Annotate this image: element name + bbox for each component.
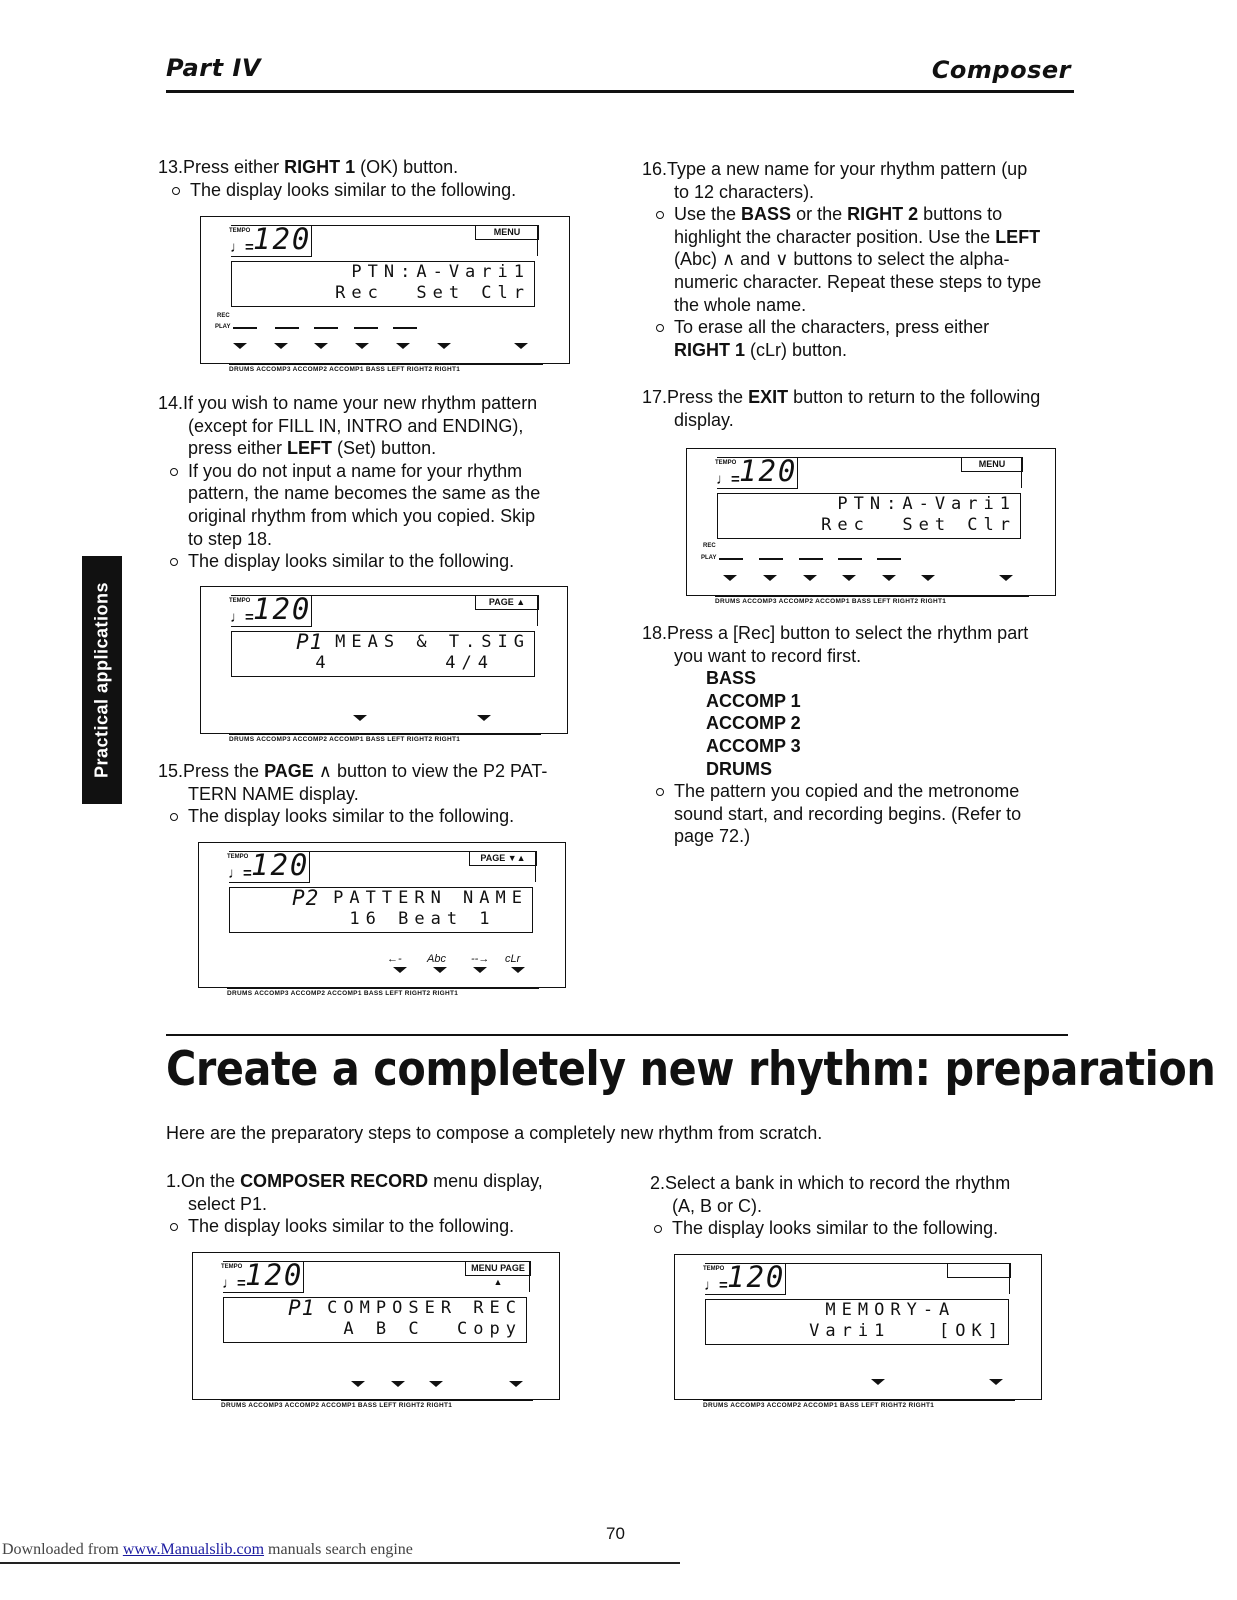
step-18	[642, 622, 1074, 848]
lcd-display-14	[200, 586, 568, 743]
step-15	[158, 760, 594, 828]
tempo-value: 120	[727, 1260, 786, 1294]
bullet-text: to step 18.	[188, 528, 273, 549]
button-labels: DRUMS ACCOMP3 ACCOMP2 ACCOMP1 BASS LEFT RIGHT2 RIGHT1	[227, 988, 539, 997]
page-number: 70	[606, 1524, 625, 1543]
step-bold: RIGHT 1	[284, 157, 356, 177]
section-title: Create a completely new rhythm: preparation	[166, 1042, 1216, 1097]
step-number: 18.	[642, 623, 668, 643]
bullet-text: Use the	[674, 204, 742, 225]
bullet-text: page 72.)	[674, 826, 751, 847]
arrow-down-icon	[353, 715, 367, 721]
step-text: (Set) button.	[332, 438, 437, 459]
bullet-text: numeric character. Repeat these steps to type	[674, 271, 1042, 292]
tempo-value: 120	[251, 848, 310, 882]
button-labels: DRUMS ACCOMP3 ACCOMP2 ACCOMP1 BASS LEFT RIGHT2 RIGHT1	[715, 596, 1029, 605]
arrow-down-icon	[999, 575, 1013, 581]
bullet-text: the whole name.	[674, 294, 807, 315]
step-text: press either	[188, 438, 288, 459]
lcd-display-17	[686, 448, 1056, 605]
arrow-down-icon	[514, 343, 528, 349]
main-text-box	[231, 261, 535, 307]
arrow-down-icon	[314, 343, 328, 349]
step-14	[158, 392, 594, 573]
part-item: DRUMS	[706, 758, 772, 779]
tempo-label: TEMPO	[221, 1264, 243, 1270]
menu-indicator: MENU	[475, 225, 539, 240]
tempo-box	[715, 454, 798, 489]
tempo-value: 120	[253, 592, 312, 626]
tempo-box	[703, 1260, 786, 1295]
main-text-box	[223, 1297, 527, 1343]
main-text-box	[229, 887, 533, 933]
tempo-box	[229, 592, 312, 627]
lcd-display-13	[200, 216, 570, 373]
arrow-down-icon	[763, 575, 777, 581]
step-text: display.	[674, 409, 734, 430]
soft-key-label: ←-	[387, 953, 402, 965]
step-text: Press either	[183, 157, 285, 177]
step-text: ∧ button to view the P2 PAT-	[313, 761, 548, 781]
bullet: The display looks similar to the following.	[166, 1215, 596, 1238]
step-text: Select a bank in which to record the rhythm	[665, 1173, 1011, 1193]
button-labels: DRUMS ACCOMP3 ACCOMP2 ACCOMP1 BASS LEFT RIGHT2 RIGHT1	[221, 1400, 533, 1409]
button-labels: DRUMS ACCOMP3 ACCOMP2 ACCOMP1 BASS LEFT RIGHT2 RIGHT1	[229, 364, 543, 373]
rec-label: REC	[217, 313, 230, 319]
tempo-box	[221, 1258, 304, 1293]
quarter-note-icon: ♩=	[222, 1275, 246, 1292]
part-item: ACCOMP 2	[706, 713, 801, 734]
arrow-down-icon	[509, 1381, 523, 1387]
step-16	[642, 158, 1074, 361]
part-dash	[799, 558, 823, 560]
quarter-note-icon: ♩=	[230, 609, 254, 626]
step-text: (A, B or C).	[672, 1195, 763, 1216]
display-line-2: A B C Copy	[343, 1319, 522, 1339]
display-line-1: PATTERN NAME	[333, 888, 528, 908]
bullet: The display looks similar to the following.	[168, 179, 588, 202]
part-dash	[759, 558, 783, 560]
rec-label: REC	[703, 543, 716, 549]
quarter-note-icon: ♩=	[704, 1277, 728, 1294]
page-indicator: PAGE ▲	[475, 595, 539, 610]
quarter-note-icon: ♩=	[716, 471, 740, 488]
step-text: (OK) button.	[355, 157, 459, 177]
step-bold: COMPOSER RECORD	[240, 1171, 429, 1191]
part-item: ACCOMP 3	[706, 735, 801, 756]
bullet-text: sound start, and recording begins. (Refer to	[674, 803, 1022, 824]
display-line-2: Rec Set Clr	[335, 283, 530, 303]
arrow-down-icon	[274, 343, 288, 349]
part-item: BASS	[706, 668, 757, 689]
step-17	[642, 386, 1074, 431]
main-text-box	[231, 631, 535, 677]
step-text: Type a new name for your rhythm pattern (up	[667, 159, 1028, 179]
step-number: 17.	[642, 387, 668, 407]
arrow-down-icon	[511, 967, 525, 973]
download-footer	[2, 1541, 413, 1559]
page-number-display: P1	[288, 1296, 316, 1320]
step-text: menu display,	[428, 1171, 543, 1191]
arrow-down-icon	[842, 575, 856, 581]
soft-key-label: Abc	[427, 953, 446, 965]
bullet-text: pattern, the name becomes the same as the	[188, 483, 541, 504]
display-line-1: COMPOSER REC	[327, 1298, 522, 1318]
header-rule	[166, 90, 1074, 93]
bullet	[652, 203, 1074, 316]
step-1	[166, 1170, 596, 1238]
bullet-bold: RIGHT 2	[847, 204, 919, 225]
quarter-note-icon: ♩=	[228, 865, 252, 882]
bullet: The display looks similar to the following.	[166, 805, 594, 828]
menu-page-indicator: MENU PAGE ▲	[465, 1261, 531, 1276]
display-line-1: PTN:A-Vari1	[351, 262, 530, 282]
tempo-value: 120	[253, 222, 312, 256]
bullet-text: To erase all the characters, press either	[674, 317, 990, 338]
step-number: 16.	[642, 159, 668, 179]
tempo-value: 120	[739, 454, 798, 488]
bullet-text: or the	[791, 204, 848, 225]
step-number: 15.	[158, 761, 184, 781]
bullet	[652, 316, 1074, 361]
display-line-2: Vari1 [OK]	[809, 1321, 1004, 1341]
part-dash	[877, 558, 901, 560]
tempo-label: TEMPO	[703, 1266, 725, 1272]
manualslib-link[interactable]: www.Manualslib.com	[122, 1541, 265, 1558]
part-dash	[393, 327, 417, 329]
arrow-down-icon	[989, 1379, 1003, 1385]
step-text: Press the	[183, 761, 265, 781]
part-dash	[354, 327, 378, 329]
bullet-text: buttons to	[918, 204, 1003, 225]
part-label: Part IV	[166, 54, 261, 82]
footer-text: manuals search engine	[264, 1541, 413, 1558]
display-line-1: PTN:A-Vari1	[837, 494, 1016, 514]
step-13	[158, 156, 588, 201]
soft-key-label: cLr	[505, 953, 521, 965]
tempo-label: TEMPO	[229, 228, 251, 234]
arrow-down-icon	[803, 575, 817, 581]
tempo-label: TEMPO	[227, 854, 249, 860]
step-text: Press a [Rec] button to select the rhythm part	[667, 623, 1029, 643]
section-intro: Here are the preparatory steps to compose a completely new rhythm from scratch.	[166, 1123, 823, 1143]
bullet-text: highlight the character position. Use the	[674, 226, 996, 247]
bullet	[652, 780, 1074, 848]
step-number: 2.	[650, 1173, 666, 1193]
main-text-box	[705, 1299, 1009, 1345]
step-text: to 12 characters).	[674, 181, 815, 202]
bullet-text: If you do not input a name for your rhythm	[188, 460, 523, 481]
bullet: The display looks similar to the following.	[650, 1217, 1076, 1240]
part-dash	[719, 558, 743, 560]
step-number: 1.	[166, 1171, 182, 1191]
step-bold: EXIT	[748, 387, 789, 407]
button-labels: DRUMS ACCOMP3 ACCOMP2 ACCOMP1 BASS LEFT RIGHT2 RIGHT1	[229, 734, 541, 743]
step-text: select P1.	[188, 1193, 268, 1214]
side-tab-label: Practical applications	[91, 581, 112, 779]
arrow-down-icon	[871, 1379, 885, 1385]
tempo-label: TEMPO	[229, 598, 251, 604]
display-line-2: 4 4/4	[315, 653, 494, 673]
lcd-display-2	[674, 1254, 1042, 1409]
bullet-bold: LEFT	[995, 226, 1041, 247]
step-text: TERN NAME display.	[188, 783, 359, 804]
bullet: The display looks similar to the following.	[166, 550, 594, 573]
page-number-display: P2	[292, 886, 320, 910]
page-number-display: P1	[296, 630, 324, 654]
side-tab	[82, 556, 122, 804]
bullet-text: The pattern you copied and the metronome	[674, 781, 1020, 802]
section-label: Composer	[931, 56, 1071, 84]
arrow-down-icon	[393, 967, 407, 973]
footer-rule	[0, 1562, 680, 1564]
arrow-down-icon	[351, 1381, 365, 1387]
arrow-down-icon	[921, 575, 935, 581]
arrow-down-icon	[882, 575, 896, 581]
step-text: On the	[181, 1171, 241, 1191]
step-2	[650, 1172, 1076, 1240]
button-labels: DRUMS ACCOMP3 ACCOMP2 ACCOMP1 BASS LEFT RIGHT2 RIGHT1	[703, 1400, 1015, 1409]
play-label: PLAY	[701, 555, 717, 561]
part-item: ACCOMP 1	[706, 690, 801, 711]
display-line-2: 16 Beat 1	[349, 909, 528, 929]
section-rule	[166, 1034, 1068, 1036]
part-dash	[314, 327, 338, 329]
lcd-display-1	[192, 1252, 560, 1409]
play-label: PLAY	[215, 324, 231, 330]
step-bold: PAGE	[264, 761, 314, 781]
arrow-down-icon	[437, 343, 451, 349]
bullet-text: (cLr) button.	[745, 339, 848, 360]
main-text-box	[717, 493, 1021, 539]
quarter-note-icon: ♩=	[230, 239, 254, 256]
tempo-value: 120	[245, 1258, 304, 1292]
step-text: (except for FILL IN, INTRO and ENDING),	[188, 415, 524, 436]
arrow-down-icon	[723, 575, 737, 581]
arrow-down-icon	[391, 1381, 405, 1387]
bullet	[166, 460, 594, 550]
bullet-bold: BASS	[741, 204, 792, 225]
arrow-down-icon	[233, 343, 247, 349]
footer-text: Downloaded from	[2, 1541, 123, 1558]
page-indicator: PAGE ▼▲	[469, 851, 537, 866]
menu-indicator: MENU	[961, 457, 1023, 472]
display-line-1: MEMORY-A	[825, 1300, 1004, 1320]
tempo-box	[229, 222, 312, 257]
arrow-down-icon	[396, 343, 410, 349]
step-text: you want to record first.	[674, 645, 862, 666]
arrow-down-icon	[433, 967, 447, 973]
tempo-box	[227, 848, 310, 883]
display-line-2: Rec Set Clr	[821, 515, 1016, 535]
bullet-text: (Abc) ∧ and ∨ buttons to select the alpha-	[674, 249, 1010, 270]
bullet-bold: RIGHT 1	[674, 339, 746, 360]
step-text: If you wish to name your new rhythm pattern	[183, 393, 538, 413]
tempo-label: TEMPO	[715, 460, 737, 466]
soft-key-label: --→	[471, 953, 490, 965]
arrow-down-icon	[355, 343, 369, 349]
step-number: 14.	[158, 393, 184, 413]
menu-indicator	[947, 1263, 1011, 1278]
step-bold: LEFT	[287, 438, 333, 459]
display-line-1: MEAS & T.SIG	[335, 632, 530, 652]
part-dash	[838, 558, 862, 560]
arrow-down-icon	[429, 1381, 443, 1387]
part-list	[642, 667, 1074, 780]
step-number: 13.	[158, 157, 184, 177]
lcd-display-15	[198, 842, 566, 997]
step-text: button to return to the following	[788, 387, 1041, 407]
step-text: Press the	[667, 387, 749, 407]
part-dash	[275, 327, 299, 329]
bullet-text: original rhythm from which you copied. Skip	[188, 505, 536, 526]
arrow-down-icon	[473, 967, 487, 973]
arrow-down-icon	[477, 715, 491, 721]
part-dash	[233, 327, 257, 329]
